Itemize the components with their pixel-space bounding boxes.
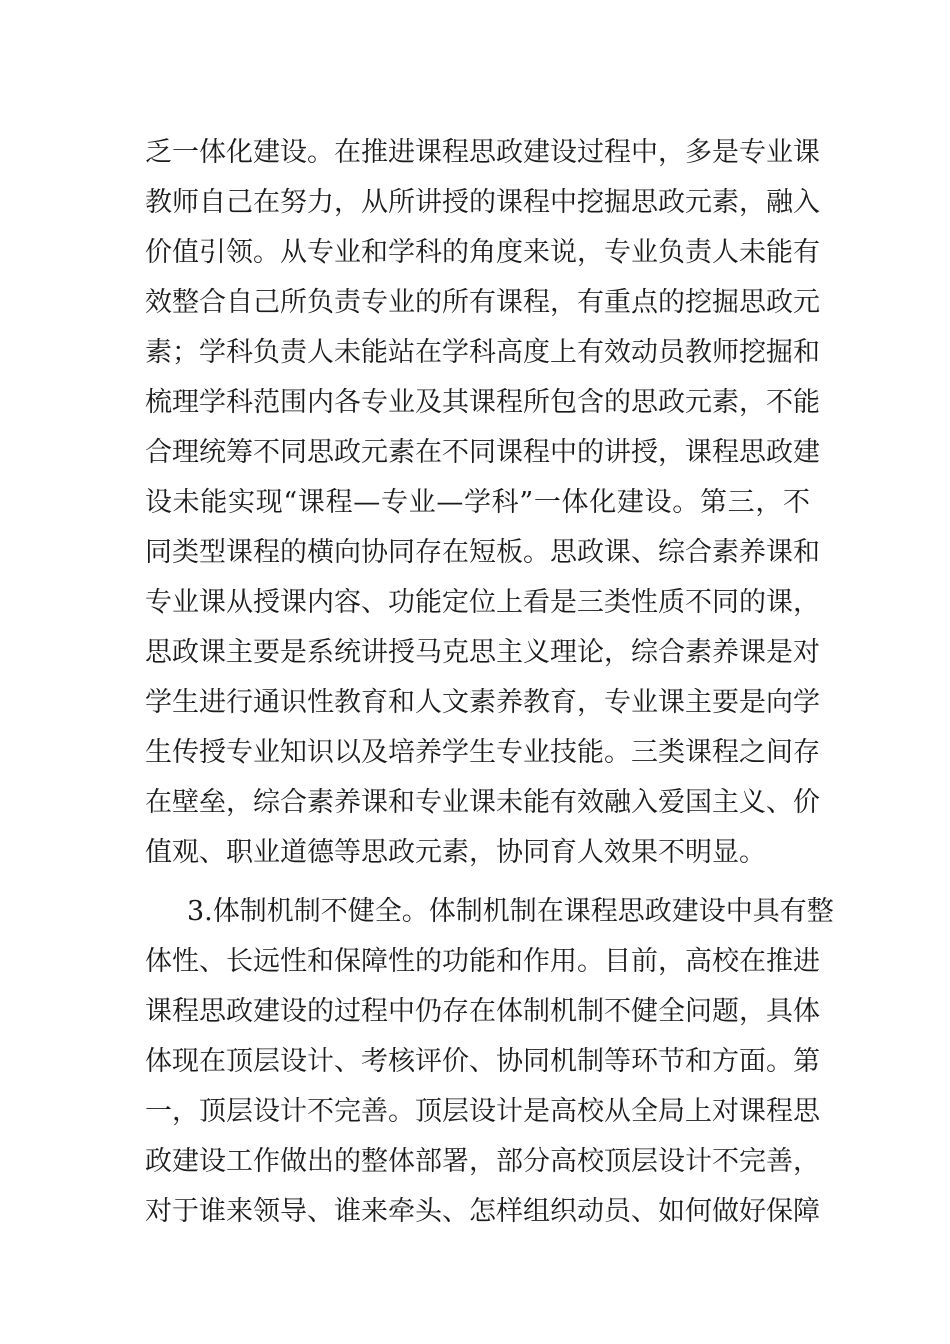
text-line: 学生进行通识性教育和人文素养教育，专业课主要是向学 bbox=[145, 687, 820, 718]
text-line: 效整合自己所负责专业的所有课程，有重点的挖掘思政元 bbox=[145, 287, 820, 318]
text-line: 乏一体化建设。在推进课程思政建设过程中，多是专业课 bbox=[145, 137, 820, 168]
body-text bbox=[145, 128, 834, 1237]
text-line: 专业课从授课内容、功能定位上看是三类性质不同的课， bbox=[145, 587, 820, 618]
text-line: 同类型课程的横向协同存在短板。思政课、综合素养课和 bbox=[145, 537, 820, 568]
text-line: 体性、长远性和保障性的功能和作用。目前，高校在推进 bbox=[145, 946, 820, 977]
text-line: 教师自己在努力，从所讲授的课程中挖掘思政元素，融入 bbox=[145, 187, 820, 218]
text-line: 价值引领。从专业和学科的角度来说，专业负责人未能有 bbox=[145, 237, 820, 268]
text-line: 在壁垒，综合素养课和专业课未能有效融入爱国主义、价 bbox=[145, 787, 820, 818]
text-line: 梳理学科范围内各专业及其课程所包含的思政元素，不能 bbox=[145, 387, 820, 418]
text-line: 政建设工作做出的整体部署，部分高校顶层设计不完善， bbox=[145, 1146, 820, 1177]
text-line: 设未能实现“课程—专业—学科”一体化建设。第三，不 bbox=[145, 487, 810, 518]
text-line: 对于谁来领导、谁来牵头、怎样组织动员、如何做好保障 bbox=[145, 1196, 820, 1227]
text-line: 素；学科负责人未能站在学科高度上有效动员教师挖掘和 bbox=[145, 337, 820, 368]
text-line: 课程思政建设的过程中仍存在体制机制不健全问题，具体 bbox=[145, 996, 820, 1027]
section-heading-line: 3.体制机制不健全。体制机制在课程思政建设中具有整 bbox=[187, 896, 834, 927]
text-line: 生传授专业知识以及培养学生专业技能。三类课程之间存 bbox=[145, 737, 820, 768]
text-line: 思政课主要是系统讲授马克思主义理论，综合素养课是对 bbox=[145, 637, 820, 668]
text-line: 一，顶层设计不完善。顶层设计是高校从全局上对课程思 bbox=[145, 1096, 820, 1127]
paragraph-end-line: 值观、职业道德等思政元素，协同育人效果不明显。 bbox=[145, 837, 766, 868]
text-line: 合理统筹不同思政元素在不同课程中的讲授，课程思政建 bbox=[145, 437, 820, 468]
text-line: 体现在顶层设计、考核评价、协同机制等环节和方面。第 bbox=[145, 1046, 820, 1077]
